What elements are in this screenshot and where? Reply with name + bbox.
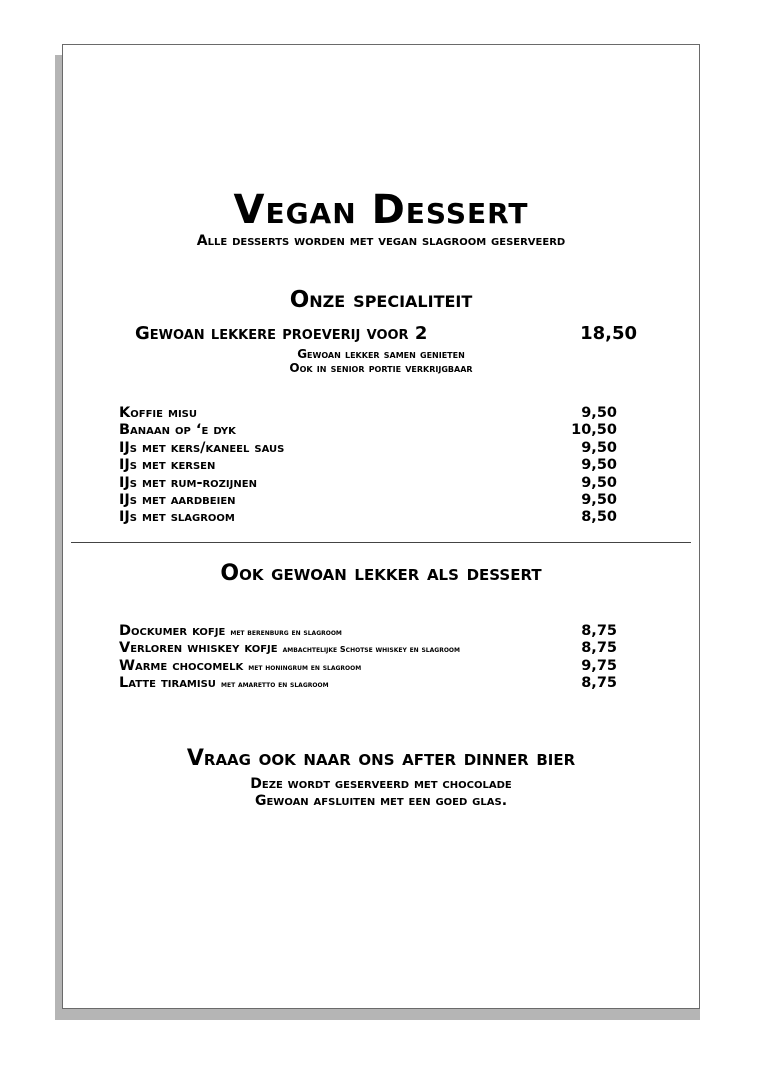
list-item <box>119 440 617 457</box>
item-name: IJs met slagroom <box>119 509 235 526</box>
item-price: 8,75 <box>581 623 617 639</box>
item-name: Verloren whiskey kofje <box>119 640 278 657</box>
item-description: ambachtelijke Schotse whiskey en slagroom <box>282 645 460 655</box>
list-item <box>119 658 617 675</box>
footer-heading: Vraag ook naar ons after dinner bier <box>186 746 576 771</box>
item-name: IJs met aardbeien <box>119 491 236 508</box>
list-item <box>119 457 617 474</box>
item-price: 9,75 <box>581 657 617 674</box>
item-name: Warme chocomelk <box>119 657 244 674</box>
list-item <box>119 675 617 692</box>
drinks-list <box>119 623 617 693</box>
specialty-item <box>135 323 637 344</box>
list-item <box>119 422 617 439</box>
item-price: 8,75 <box>581 640 617 657</box>
item-name: IJs met kersen <box>119 457 216 474</box>
item-price: 9,50 <box>581 457 617 474</box>
list-item <box>119 623 617 640</box>
item-price: 8,50 <box>581 509 617 526</box>
specialty-note: Ook in senior portie verkrijgbaar <box>289 361 473 375</box>
item-name: Koffie misu <box>119 405 197 421</box>
menu-title: Vegan Dessert <box>233 187 529 233</box>
footer-line: Gewoan afsluiten met een goed glas. <box>254 793 508 809</box>
item-name: Banaan op ‘e dyk <box>119 422 236 439</box>
item-price: 8,75 <box>581 675 617 692</box>
menu-subtitle: Alle desserts worden met vegan slagroom geserveerd <box>196 233 566 249</box>
list-item <box>119 640 617 657</box>
item-price: 9,50 <box>581 439 617 456</box>
drinks-heading: Ook gewoan lekker als dessert <box>220 561 542 586</box>
section-divider <box>71 542 691 543</box>
list-item <box>119 509 617 526</box>
item-name: IJs met kers/kaneel saus <box>119 439 285 456</box>
item-price: 9,50 <box>581 405 617 421</box>
item-description: met amaretto en slagroom <box>221 680 329 690</box>
menu-page <box>62 44 700 1009</box>
item-price: 10,50 <box>571 422 617 439</box>
item-name: Dockumer kofje <box>119 623 226 639</box>
specialty-name: Gewoan lekkere proeverij voor 2 <box>135 323 428 344</box>
specialty-heading: Onze specialiteit <box>289 287 473 313</box>
list-item <box>119 475 617 492</box>
item-name: Latte tiramisu <box>119 675 216 692</box>
list-item <box>119 492 617 509</box>
list-item <box>119 405 617 422</box>
item-price: 9,50 <box>581 491 617 508</box>
item-price: 9,50 <box>581 474 617 491</box>
footer-line: Deze wordt geserveerd met chocolade <box>250 776 512 792</box>
dessert-list <box>119 405 617 527</box>
item-name: IJs met rum-rozijnen <box>119 474 257 491</box>
item-description: met honingrum en slagroom <box>248 662 362 672</box>
item-description: met berenburg en slagroom <box>230 628 342 637</box>
specialty-price: 18,50 <box>580 323 637 344</box>
specialty-note: Gewoan lekker samen genieten <box>297 347 465 361</box>
